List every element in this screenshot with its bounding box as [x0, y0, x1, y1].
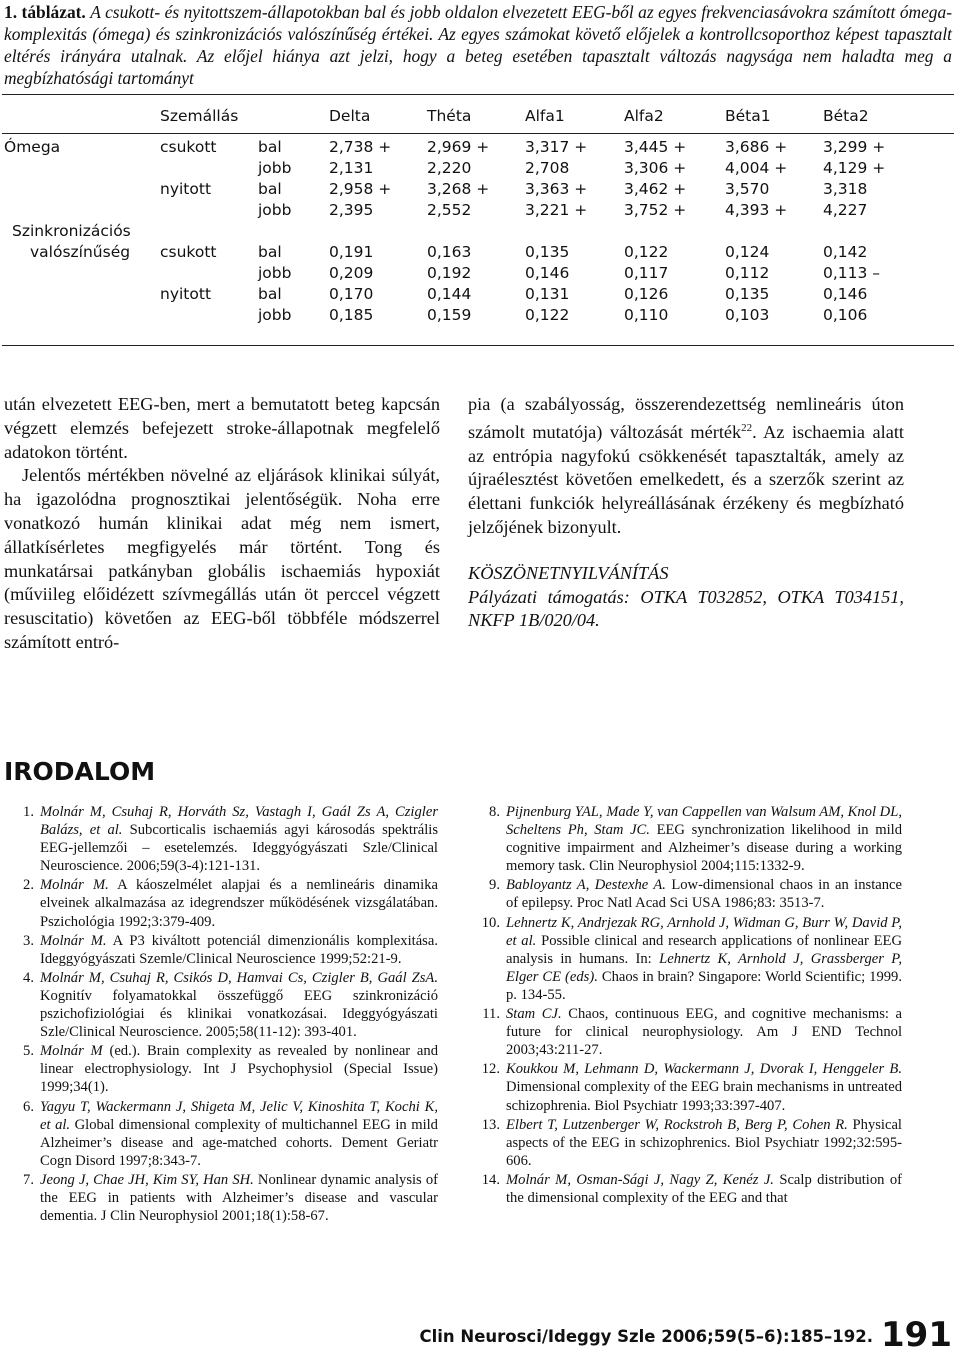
table-cell: 3,752 + — [624, 201, 687, 219]
reference-item — [470, 1060, 902, 1114]
col-header-alfa2: Alfa2 — [624, 107, 664, 125]
row-side: bal — [258, 180, 282, 198]
row-side: jobb — [258, 201, 292, 219]
reference-number: 3. — [23, 932, 34, 949]
table-cell: 0,122 — [525, 306, 570, 324]
reference-authors: Pijnenburg YAL, Made Y, van Cappellen van Walsum AM, Knol DL, Scheltens Ph, Stam JC. — [506, 804, 902, 839]
table-cell: 3,268 + — [427, 180, 490, 198]
acknowledgement-heading: KÖSZÖNETNYILVÁNÍTÁS — [468, 562, 669, 583]
table-cell: 2,395 — [329, 201, 374, 219]
table-cell: 0,192 — [427, 264, 472, 282]
table-cell: 3,306 + — [624, 159, 687, 177]
table-cell: 3,317 + — [525, 138, 588, 156]
data-table — [2, 94, 954, 346]
reference-text: Chaos in brain? Singapore: World Scientific; 1999. p. 134-55. — [506, 968, 902, 1003]
table-cell: 2,738 + — [329, 138, 392, 156]
reference-authors: Koukkou M, Lehmann D, Wackermann J, Dvorak I, Henggeler B. — [506, 1061, 902, 1078]
table-cell: 4,227 — [823, 201, 868, 219]
measure-omega: Ómega — [4, 138, 61, 156]
references-left-column — [4, 803, 438, 1226]
reference-authors: Babloyantz A, Destexhe A. — [506, 877, 666, 894]
reference-authors: Lehnertz K, Andrjezak RG, Arnhold J, Widman G, Burr W, David P, et al. — [506, 914, 902, 949]
body-right-column — [468, 393, 904, 633]
table-cell: 0,124 — [725, 243, 770, 261]
table-cell: 0,103 — [725, 306, 770, 324]
reference-text: Global dimensional complexity of multichannel EEG in mild Alzheimer’s disease and age-matched cohorts. Dement Geriatr Cogn Disord 1997;8:343-7. — [40, 1116, 438, 1169]
reference-number: 4. — [23, 969, 34, 986]
reference-text: Subcorticalis ischaemiás agyi károsodás spektrális EEG-jellemzői – esetelemzés. Ideggyógyászati Szle/Clinical Neuroscience. 2006;59(3-4):121-131. — [40, 822, 438, 875]
table-cell: 0,110 — [624, 306, 669, 324]
reference-item — [470, 1171, 902, 1207]
reference-number: 10. — [481, 914, 500, 931]
reference-text: Physical aspects of the EEG in schizophrenics. Biol Psychiatr 1992;32:595-606. — [506, 1116, 902, 1169]
reference-text: EEG synchronization likelihood in mild cognitive impairment and Alzheimer’s disease during a working memory task. Clin Neurophysiol 2004;115:1332-9. — [506, 822, 902, 875]
table-cell: 0,126 — [624, 285, 669, 303]
reference-authors: Molnár M, Csuhaj R, Csikós D, Hamvai Cs, Czigler B, Gaál ZsA. — [40, 969, 438, 986]
reference-item — [470, 914, 902, 1004]
body-text: . Az ischaemia alatt az entrópia nagyfokú csökkenését tapasztalták, amely az újraélesztést követően emelkedett, és a szerzők szerint az élettani funkciók helyreállásának érzékeny és megbízható jelzőjének bizonyult. — [468, 421, 904, 538]
reference-text: Kognitív folyamatokkal összefüggő EEG szinkronizáció pszichofiziológiai és klinikai vonatkozásai. Ideggyógyászati Szle/Clinical Neuroscience. 2005;58(11-12): 393-401. — [40, 987, 438, 1041]
reference-item — [470, 1116, 902, 1170]
reference-authors: Jeong J, Chae JH, Kim SY, Han SH. — [40, 1171, 254, 1188]
table-cell: 3,686 + — [725, 138, 788, 156]
reference-number: 9. — [489, 877, 500, 894]
reference-item — [4, 1171, 438, 1225]
table-cell: 0,144 — [427, 285, 472, 303]
row-state: nyitott — [160, 180, 212, 198]
page-number: 191 — [881, 1315, 952, 1355]
reference-authors: Yagyu T, Wackermann J, Shigeta M, Jelic V, Kinoshita T, Kochi K, et al. — [40, 1098, 438, 1133]
table-cell: 0,209 — [329, 264, 374, 282]
reference-item — [4, 803, 438, 875]
table-cell: 2,552 — [427, 201, 472, 219]
reference-text: Chaos, continuous EEG, and cognitive mechanisms: a future for clinical neurophysiology. Am J END Technol 2003;43:211-27. — [506, 1006, 902, 1059]
table-cell: 3,462 + — [624, 180, 687, 198]
col-header-delta: Delta — [329, 107, 371, 125]
body-text: pia (a szabályosság, összerendezettség nemlineáris úton számolt mutatója) változását mérték — [468, 394, 904, 442]
references-right-column — [470, 803, 902, 1208]
acknowledgement-text: Pályázati támogatás: OTKA T032852, OTKA T034151, NKFP 1B/020/04. — [468, 586, 904, 631]
row-side: jobb — [258, 306, 292, 324]
citation-superscript: 22 — [741, 421, 753, 434]
table-cell: 3,221 + — [525, 201, 588, 219]
table-cell: 0,135 — [725, 285, 770, 303]
table-cell: 0,191 — [329, 243, 374, 261]
table-cell: 0,117 — [624, 264, 669, 282]
reference-text: A káoszelmélet alapjai és a nemlineáris dinamika elveinek alkalmazása az idegrendszer működésének vizsgálatában. Pszichológia 1992;3:379-409. — [40, 877, 438, 930]
reference-authors: Molnár M. — [40, 877, 109, 894]
table-cell: 4,393 + — [725, 201, 788, 219]
table-caption-text: A csukott- és nyitottszem-állapotokban bal és jobb oldalon elvezetett EEG-ből az egyes frekvenciasávokra számított ómega-komplexitás (ómega) és szinkronizációs valószínűség értékei. Az egyes számokat követő előjelek a kontrollcsoporthoz képest tapasztalt eltérés irányára utalnak. Az előjel hiánya azt jelzi, hogy a beteg esetében tapasztalt változás nagysága nem haladta meg a megbízhatósági tartományt — [4, 2, 952, 88]
journal-citation: Clin Neurosci/Ideggy Szle 2006;59(5–6):185–192. — [419, 1327, 874, 1346]
reference-item — [470, 1005, 902, 1059]
reference-number: 6. — [23, 1098, 34, 1115]
table-cell: 3,363 + — [525, 180, 588, 198]
table-cell: 0,159 — [427, 306, 472, 324]
reference-authors: Elbert T, Lutzenberger W, Rockstroh B, Berg P, Cohen R. — [506, 1116, 848, 1133]
table-cell: 0,122 — [624, 243, 669, 261]
body-paragraph: után elvezetett EEG-ben, mert a bemutatott beteg kapcsán végzett elemzés befejezett stroke-állapotnak megfelelő adatokon történt. — [4, 394, 440, 462]
col-header-beta2: Béta2 — [823, 107, 869, 125]
row-side: bal — [258, 243, 282, 261]
table-cell: 3,318 — [823, 180, 868, 198]
reference-number: 8. — [489, 804, 500, 820]
body-paragraph — [468, 393, 904, 540]
reference-text: Scalp distribution of the dimensional complexity of the EEG and that — [506, 1171, 902, 1206]
body-paragraph: Jelentős mértékben növelné az eljárások klinikai súlyát, ha igazolódna prognosztikai jelentőségük. Noha erre vonatkozó humán klinikai adat még nem ismert, állatkísérletes megfigyelés már történt. Tong és munkatársai patkányban globális ischaemiás hypoxiát (műviileg előidézett szívmegállás után öt perccel végzett resuscitatio) követően az EEG-ből többféle módszerrel számított entró- — [4, 465, 440, 652]
reference-number: 2. — [23, 877, 34, 894]
col-header-szemallas: Szemállás — [160, 107, 239, 125]
row-state: nyitott — [160, 285, 212, 303]
measure-sync-line1: Szinkronizációs — [12, 222, 131, 240]
reference-text: (ed.). Brain complexity as revealed by nonlinear and linear electrophysiology. Int J Psychophysiol (Special Issue) 1999;34(1). — [40, 1043, 438, 1096]
row-side: bal — [258, 138, 282, 156]
reference-editors: Lehnertz K, Arnhold J, Grassberger P, Elger CE (eds). — [506, 950, 902, 985]
reference-text: Dimensional complexity of the EEG brain mechanisms in untreated schizophrenia. Biol Psychiatr 1993;33:397-407. — [506, 1079, 902, 1114]
table-cell: 2,131 — [329, 159, 374, 177]
reference-authors: Molnár M. — [40, 932, 107, 949]
table-cell: 3,299 + — [823, 138, 886, 156]
reference-item — [4, 932, 438, 968]
reference-number: 7. — [23, 1171, 34, 1188]
reference-authors: Molnár M, Osman-Sági J, Nagy Z, Kenéz J. — [506, 1171, 774, 1188]
table-cell: 2,220 — [427, 159, 472, 177]
row-side: jobb — [258, 264, 292, 282]
reference-item — [4, 969, 438, 1041]
col-header-alfa1: Alfa1 — [525, 107, 565, 125]
table-label: 1. táblázat. — [4, 2, 86, 22]
table-cell: 0,146 — [823, 285, 868, 303]
reference-number: 12. — [481, 1061, 500, 1078]
reference-text: A P3 kiváltott potenciál dimenzionális komplexitása. Ideggyógyászati Szemle/Clinical Neuroscience 1999;52:21-9. — [40, 932, 438, 967]
reference-text: Nonlinear dynamic analysis of the EEG in patients with Alzheimer’s disease and vascular dementia. J Clin Neurophysiol 2001;18(1):58-67. — [40, 1171, 438, 1225]
table-cell: 0,112 — [725, 264, 770, 282]
reference-number: 1. — [23, 804, 34, 820]
reference-item — [470, 803, 902, 875]
table-cell: 2,708 — [525, 159, 570, 177]
reference-item — [4, 1098, 438, 1170]
table-cell: 0,142 — [823, 243, 868, 261]
table-caption — [4, 1, 952, 89]
table-cell: 0,170 — [329, 285, 374, 303]
table-cell: 4,129 + — [823, 159, 886, 177]
reference-number: 11. — [482, 1006, 500, 1023]
reference-number: 14. — [481, 1171, 500, 1188]
table-cell: 3,445 + — [624, 138, 687, 156]
col-header-beta1: Béta1 — [725, 107, 771, 125]
table-cell: 2,958 + — [329, 180, 392, 198]
table-cell: 0,113 – — [823, 264, 881, 282]
table-cell: 3,570 — [725, 180, 770, 198]
table-cell: 0,163 — [427, 243, 472, 261]
table-cell: 0,106 — [823, 306, 868, 324]
reference-item — [4, 876, 438, 930]
reference-authors: Molnár M, Csuhaj R, Horváth Sz, Vastagh I, Gaál Zs A, Czigler Balázs, et al. — [40, 804, 438, 839]
table-cell: 0,146 — [525, 264, 570, 282]
reference-text: Low-dimensional chaos in an instance of epilepsy. Proc Natl Acad Sci USA 1986;83: 3513-7. — [506, 877, 902, 912]
row-state: csukott — [160, 243, 217, 261]
reference-text: Possible clinical and research applications of nonlinear EEG analysis in humans. In: — [506, 932, 902, 967]
measure-sync-line2: valószínűség — [30, 243, 131, 261]
body-left-column — [4, 393, 440, 655]
row-side: jobb — [258, 159, 292, 177]
row-state: csukott — [160, 138, 217, 156]
col-header-theta: Théta — [427, 107, 472, 125]
table-cell: 0,131 — [525, 285, 570, 303]
reference-item — [470, 876, 902, 912]
reference-authors: Molnár M — [40, 1043, 103, 1060]
page-footer — [419, 1315, 952, 1355]
table-cell: 0,185 — [329, 306, 374, 324]
header-rule — [2, 133, 954, 134]
reference-number: 13. — [481, 1116, 500, 1133]
table-cell: 2,969 + — [427, 138, 490, 156]
reference-authors: Stam CJ. — [506, 1006, 562, 1023]
references-heading: IRODALOM — [4, 757, 156, 786]
table-cell: 0,135 — [525, 243, 570, 261]
table-cell: 4,004 + — [725, 159, 788, 177]
row-side: bal — [258, 285, 282, 303]
reference-item — [4, 1042, 438, 1096]
reference-number: 5. — [23, 1043, 34, 1060]
